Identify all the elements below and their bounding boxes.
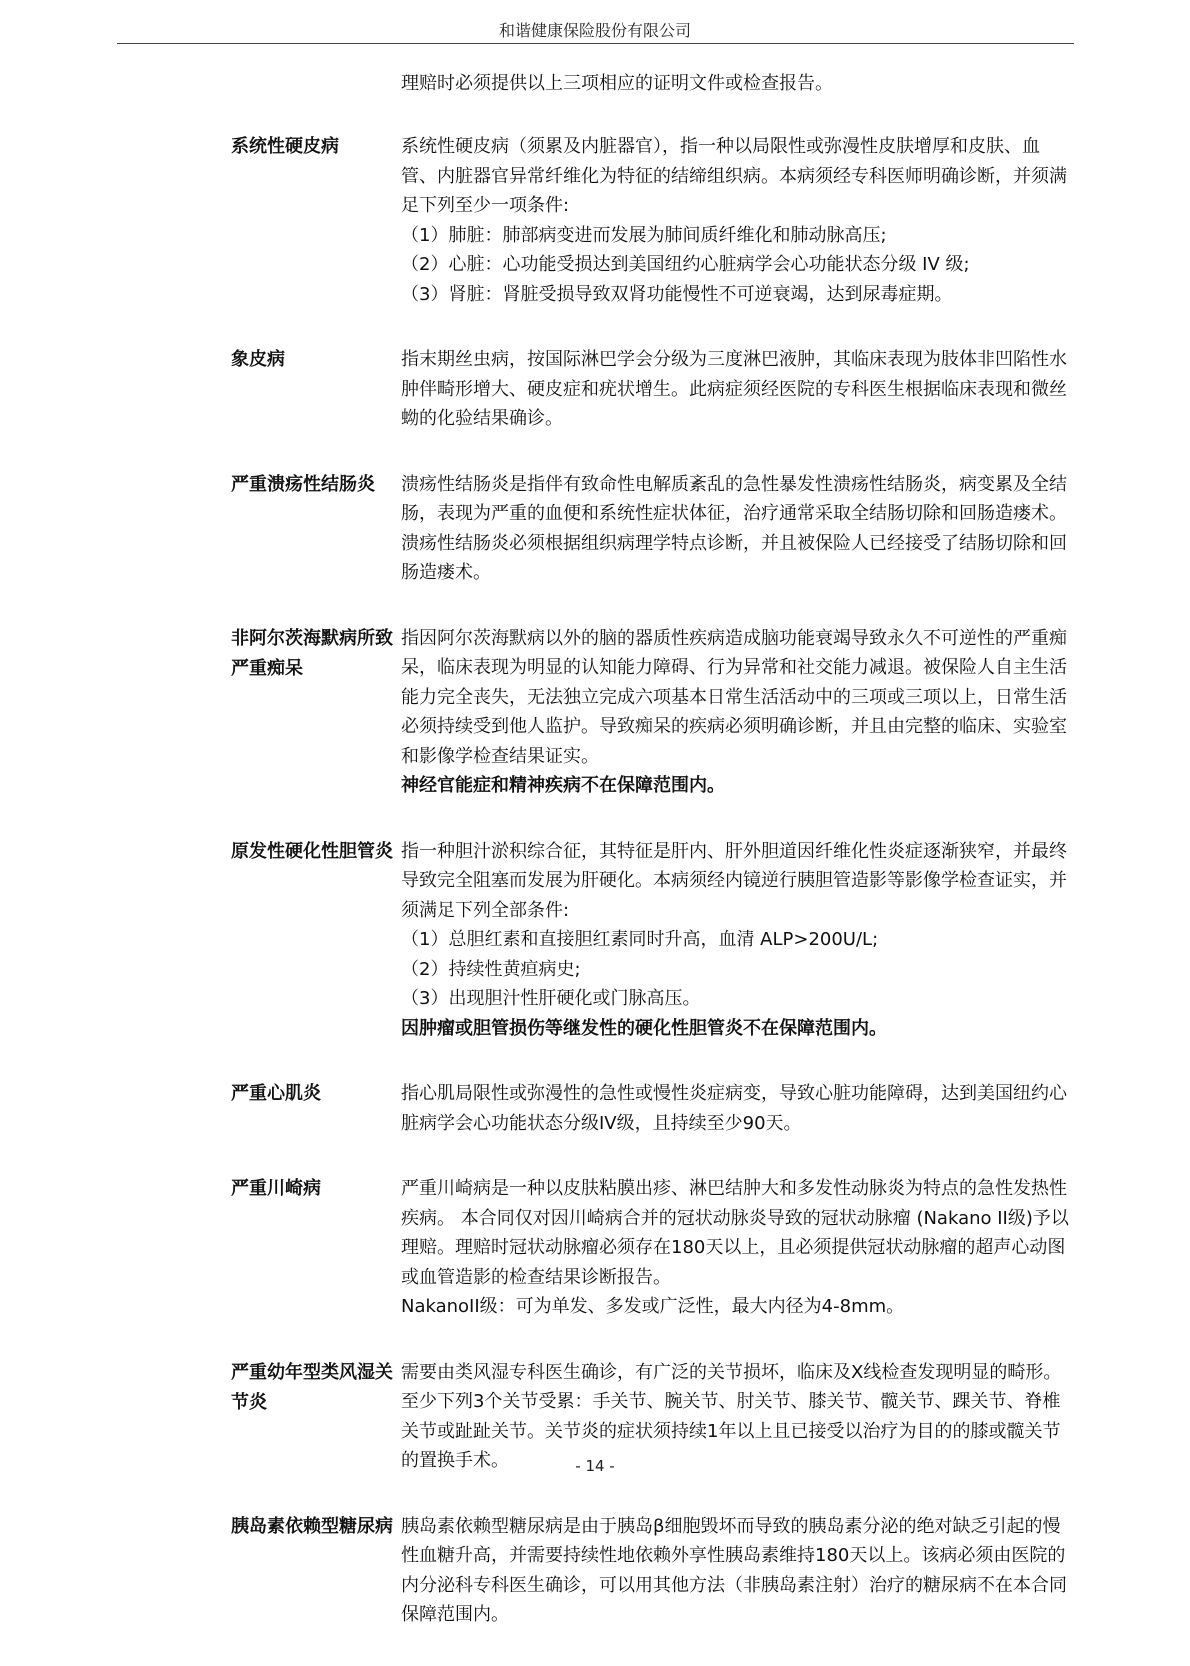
condition-item: NakanoII级：可为单发、多发或广泛性，最大内径为4-8mm。 [401, 1296, 905, 1317]
disease-entry [231, 1512, 1071, 1630]
definition-paragraph: 溃疡性结肠炎是指伴有致命性电解质紊乱的急性暴发性溃疡性结肠炎，病变累及全结肠，表现为严重的血便和系统性症状体征，治疗通常采取全结肠切除和回肠造瘘术。溃疡性结肠炎必须根据组织病理学特点诊断，并且被保险人已经接受了结肠切除和回肠造瘘术。 [401, 473, 1067, 583]
disease-entry [231, 624, 1071, 801]
disease-term: 严重溃疡性结肠炎 [231, 473, 375, 495]
disease-definition [401, 837, 1071, 1044]
definition-paragraph: 胰岛素依赖型糖尿病是由于胰岛β细胞毁坏而导致的胰岛素分泌的绝对缺乏引起的慢性血糖升高，并需要持续性地依赖外享性胰岛素维持180天以上。该病必须由医院的内分泌科专科医生确诊，可以用其他方法（非胰岛素注射）治疗的糖尿病不在本合同保障范围内。 [401, 1515, 1067, 1625]
condition-item: （1）总胆红素和直接胆红素同时升高，血清 ALP>200U/L; [401, 929, 879, 950]
exclusion-note: 因肿瘤或胆管损伤等继发性的硬化性胆管炎不在保障范围内。 [401, 1017, 887, 1039]
definition-paragraph: 系统性硬皮病（须累及内脏器官），指一种以局限性或弥漫性皮肤增厚和皮肤、血管、内脏器官异常纤维化为特征的结缔组织病。本病须经专科医师明确诊断，并须满足下列至少一项条件: [401, 136, 1067, 216]
header-divider [117, 43, 1074, 44]
disease-definition [401, 470, 1071, 588]
disease-term: 原发性硬化性胆管炎 [231, 840, 393, 862]
condition-item: （1）肺脏：肺部病变进而发展为肺间质纤维化和肺动脉高压; [401, 224, 887, 246]
disease-definition-list [231, 132, 1071, 1630]
disease-definition [401, 1512, 1071, 1630]
intro-paragraph: 理赔时必须提供以上三项相应的证明文件或检查报告。 [401, 73, 833, 94]
disease-definition [401, 1174, 1071, 1322]
definition-paragraph: 指心肌局限性或弥漫性的急性或慢性炎症病变，导致心脏功能障碍，达到美国纽约心脏病学会心功能状态分级IV级，且持续至少90天。 [401, 1083, 1067, 1134]
definition-paragraph: 指末期丝虫病，按国际淋巴学会分级为三度淋巴液肿，其临床表现为肢体非凹陷性水肿伴畸形增大、硬皮症和疣状增生。此病症须经医院的专科医生根据临床表现和微丝蚴的化验结果确诊。 [401, 349, 1067, 429]
disease-entry [231, 1079, 1071, 1138]
disease-definition [401, 132, 1071, 309]
disease-definition [401, 1079, 1071, 1138]
disease-term: 非阿尔茨海默病所致严重痴呆 [231, 627, 393, 679]
disease-entry [231, 345, 1071, 434]
condition-item: （3）出现胆汁性肝硬化或门脉高压。 [401, 988, 701, 1009]
definition-paragraph: 指因阿尔茨海默病以外的脑的器质性疾病造成脑功能衰竭导致永久不可逆性的严重痴呆，临床表现为明显的认知能力障碍、行为异常和社交能力减退。被保险人自主生活能力完全丧失，无法独立完成六项基本日常生活活动中的三项或三项以上，日常生活必须持续受到他人监护。导致痴呆的疾病必须明确诊断，并且由完整的临床、实验室和影像学检查结果证实。 [401, 627, 1067, 767]
disease-definition [401, 345, 1071, 434]
disease-entry [231, 837, 1071, 1044]
definition-paragraph: 严重川崎病是一种以皮肤粘膜出疹、淋巴结肿大和多发性动脉炎为特点的急性发热性疾病。 本合同仅对因川崎病合并的冠状动脉炎导致的冠状动脉瘤 (Nakano II级)予以理赔。理赔时冠状动脉瘤必须存在180天以上，且必须提供冠状动脉瘤的超声心动图或血管造影的检查结果诊断报告。 [401, 1178, 1069, 1288]
exclusion-note: 神经官能症和精神疾病不在保障范围内。 [401, 775, 725, 796]
disease-term: 严重幼年型类风湿关节炎 [231, 1361, 393, 1413]
condition-item: （2）心脏：心功能受损达到美国纽约心脏病学会心功能状态分级 IV 级; [401, 254, 970, 275]
page-header-company: 和谐健康保险股份有限公司 [498, 21, 691, 40]
disease-definition [401, 624, 1071, 801]
disease-entry [231, 470, 1071, 588]
disease-term: 严重川崎病 [231, 1178, 321, 1199]
disease-term: 严重心肌炎 [231, 1083, 321, 1104]
definition-paragraph: 需要由类风湿专科医生确诊，有广泛的关节损坏，临床及X线检查发现明显的畸形。至少下列3个关节受累：手关节、腕关节、肘关节、膝关节、髋关节、踝关节、脊椎关节或趾趾关节。关节炎的症状须持续1年以上且已接受以治疗为目的的膝或髋关节的置换手术。 [401, 1361, 1062, 1471]
disease-entry [231, 132, 1071, 309]
condition-item: （3）肾脏：肾脏受损导致双肾功能慢性不可逆衰竭，达到尿毒症期。 [401, 283, 953, 305]
definition-paragraph: 指一种胆汁淤积综合征，其特征是肝内、肝外胆道因纤维化性炎症逐渐狭窄，并最终导致完全阻塞而发展为肝硬化。本病须经内镜逆行胰胆管造影等影像学检查证实，并须满足下列全部条件: [401, 840, 1067, 921]
disease-term: 系统性硬皮病 [231, 136, 339, 157]
disease-term: 象皮病 [231, 349, 285, 370]
disease-term: 胰岛素依赖型糖尿病 [231, 1515, 393, 1537]
disease-entry [231, 1174, 1071, 1322]
page-number: - 14 - [575, 1457, 615, 1475]
document-body [231, 52, 1071, 1666]
condition-item: （2）持续性黄疸病史; [401, 958, 581, 980]
